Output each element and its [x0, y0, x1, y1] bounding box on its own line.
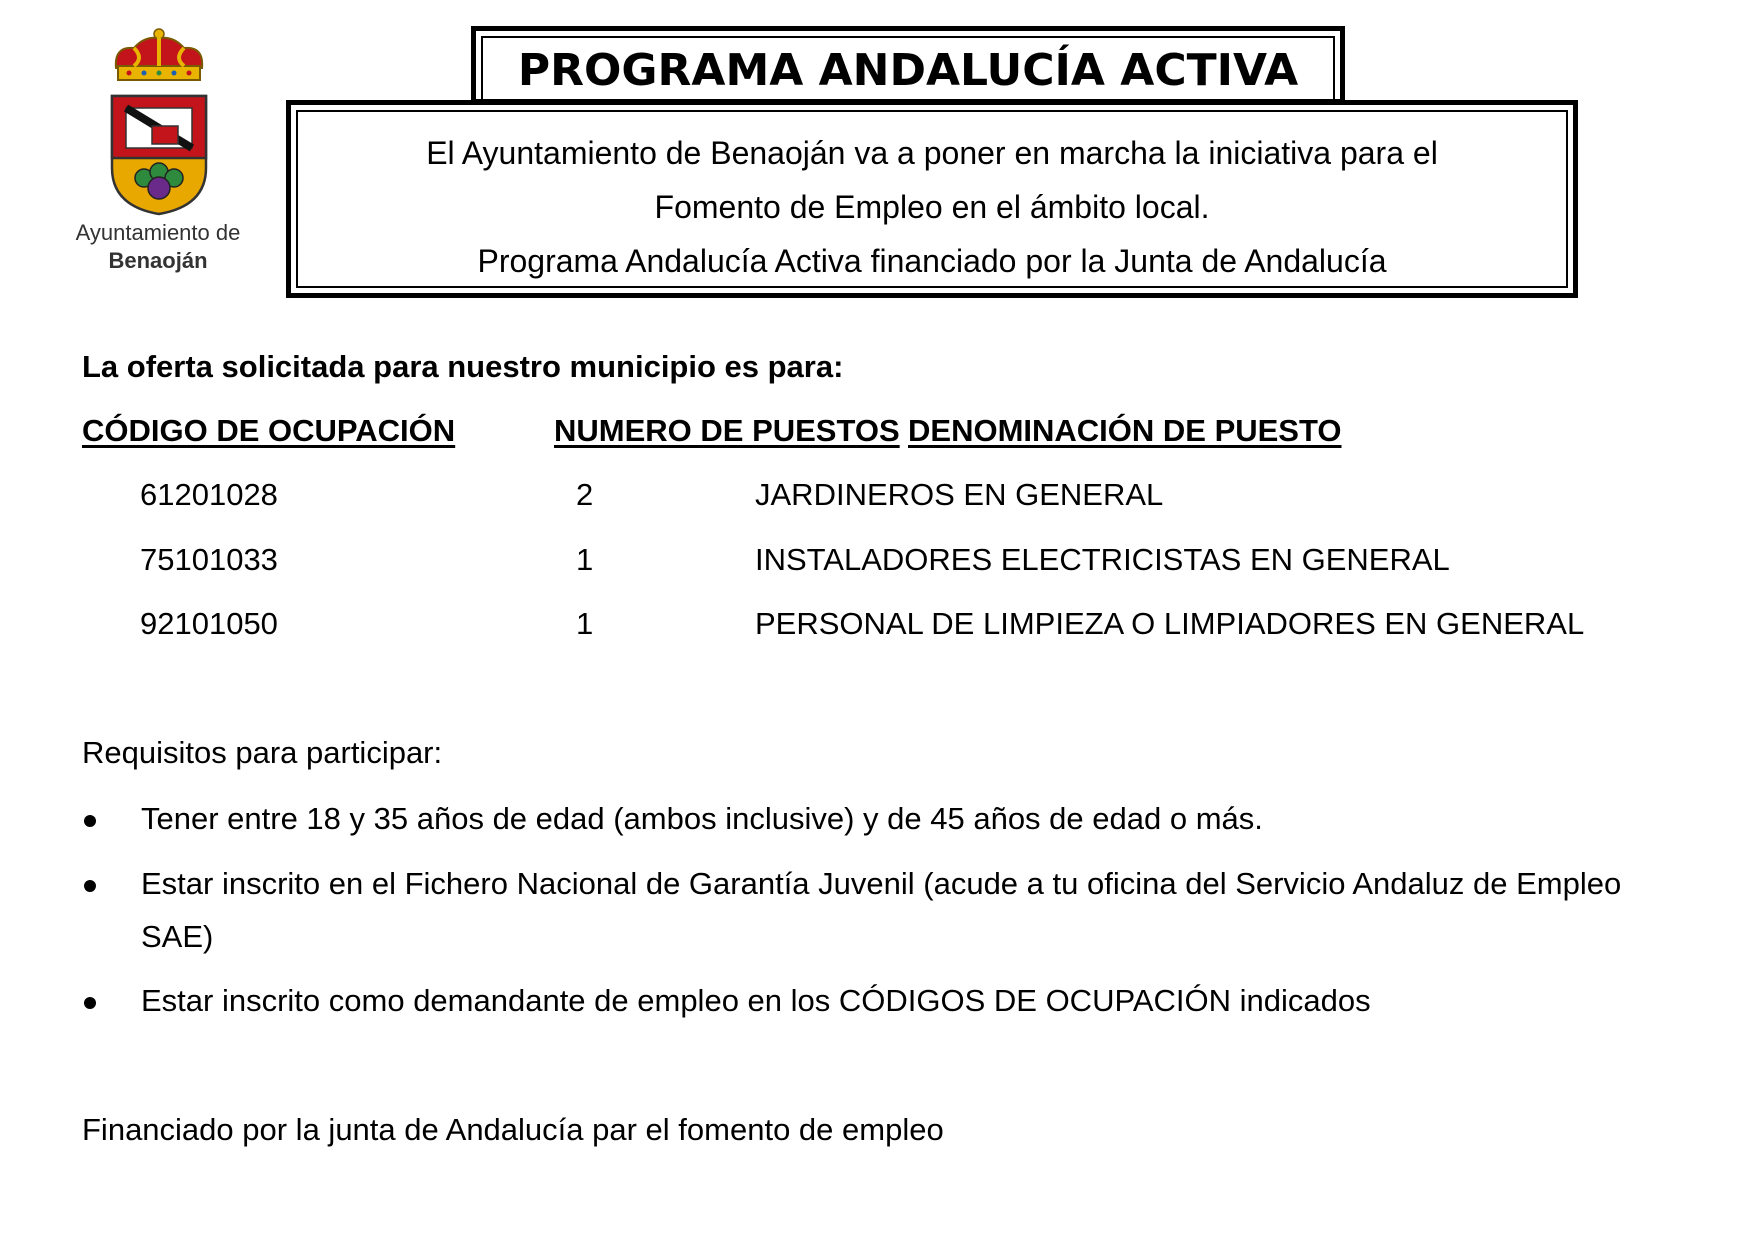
- intro-line-2: Fomento de Empleo en el ámbito local.: [654, 189, 1210, 225]
- row-positions: 1: [576, 542, 594, 577]
- logo-caption-line2: Benaoján: [108, 248, 208, 273]
- page-title: PROGRAMA ANDALUCÍA ACTIVA: [517, 45, 1299, 96]
- intro-box: [286, 100, 1578, 298]
- row-positions: 2: [576, 477, 594, 512]
- bullet-icon: [84, 997, 96, 1009]
- row-denomination: JARDINEROS EN GENERAL: [755, 477, 1164, 512]
- funding-note: Financiado por la junta de Andalucía par el fomento de empleo: [82, 1112, 944, 1147]
- title-box: [471, 26, 1345, 104]
- row-code: 75101033: [140, 542, 278, 577]
- row-denomination: INSTALADORES ELECTRICISTAS EN GENERAL: [755, 542, 1450, 577]
- crown-icon: [116, 29, 202, 80]
- intro-line-3: Programa Andalucía Activa financiado por la Junta de Andalucía: [477, 243, 1387, 279]
- logo-caption-line1: Ayuntamiento de: [75, 220, 241, 245]
- row-denomination: PERSONAL DE LIMPIEZA O LIMPIADORES EN GENERAL: [755, 606, 1585, 641]
- requirements-heading: Requisitos para participar:: [82, 735, 443, 770]
- row-code: 61201028: [140, 477, 278, 512]
- row-positions: 1: [576, 606, 594, 641]
- requirement-item-continuation: SAE): [141, 919, 214, 954]
- offer-heading: La oferta solicitada para nuestro municipio es para:: [82, 349, 844, 384]
- requirement-item: Tener entre 18 y 35 años de edad (ambos inclusive) y de 45 años de edad o más.: [141, 801, 1263, 836]
- table-header-denomination: DENOMINACIÓN DE PUESTO: [908, 413, 1342, 448]
- coat-of-arms-icon: [104, 28, 214, 218]
- table-header-code: CÓDIGO DE OCUPACIÓN: [82, 413, 456, 448]
- municipal-logo: [62, 28, 262, 278]
- bullet-icon: [84, 880, 96, 892]
- table-header-positions: NUMERO DE PUESTOS: [554, 413, 900, 448]
- intro-line-1: El Ayuntamiento de Benaoján va a poner en marcha la iniciativa para el: [426, 135, 1438, 171]
- requirement-item: Estar inscrito en el Fichero Nacional de Garantía Juvenil (acude a tu oficina del Servicio Andaluz de Empleo: [141, 866, 1622, 901]
- shield-icon: [112, 96, 206, 214]
- requirement-item: Estar inscrito como demandante de empleo en los CÓDIGOS DE OCUPACIÓN indicados: [141, 983, 1371, 1018]
- row-code: 92101050: [140, 606, 278, 641]
- bullet-icon: [84, 815, 96, 827]
